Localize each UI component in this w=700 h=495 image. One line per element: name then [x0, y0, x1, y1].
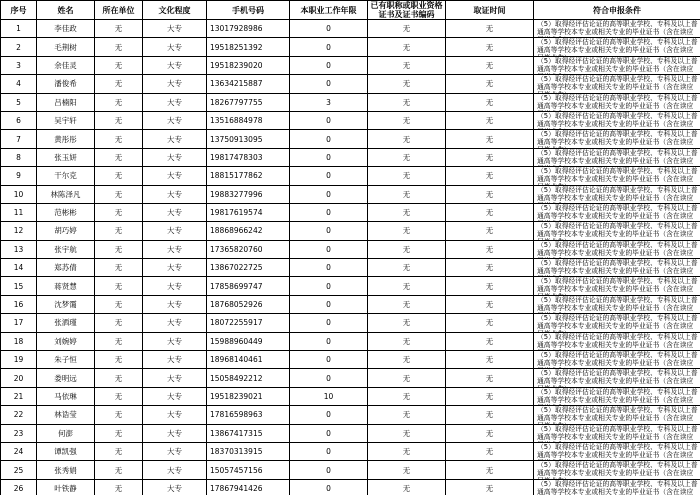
- cell-name: 范彬彬: [37, 203, 95, 221]
- cell-time: 无: [446, 295, 534, 313]
- cell-phone: 15988960449: [207, 332, 290, 350]
- cell-education: 大专: [143, 332, 207, 350]
- cell-condition: [534, 369, 700, 387]
- cell-name: 干尔克: [37, 167, 95, 185]
- table-row: [1, 332, 700, 350]
- cell-cert: 无: [368, 259, 446, 277]
- cell-index: 19: [1, 351, 37, 369]
- cell-time: 无: [446, 479, 534, 495]
- cell-cert: 无: [368, 314, 446, 332]
- condition-text: （5）取得经评估论证的高等职业学校、专科及以上普通高等学校本专业或相关专业的毕业证书（含在读应: [537, 314, 698, 331]
- cell-education: 大专: [143, 259, 207, 277]
- cell-years: 0: [290, 461, 368, 479]
- cell-phone: 17858699747: [207, 277, 290, 295]
- cell-phone: 18072255917: [207, 314, 290, 332]
- cell-name: 何澎: [37, 424, 95, 442]
- cell-index: 3: [1, 56, 37, 74]
- cell-time: 无: [446, 406, 534, 424]
- cell-condition: [534, 56, 700, 74]
- cell-education: 大专: [143, 461, 207, 479]
- cell-education: 大专: [143, 185, 207, 203]
- cell-index: 2: [1, 38, 37, 56]
- cell-years: 0: [290, 56, 368, 74]
- condition-text: （5）取得经评估论证的高等职业学校、专科及以上普通高等学校本专业或相关专业的毕业证书（含在读应: [537, 442, 698, 459]
- cell-time: 无: [446, 424, 534, 442]
- cell-phone: 15057457156: [207, 461, 290, 479]
- cell-education: 大专: [143, 351, 207, 369]
- cell-condition: [534, 314, 700, 332]
- table-row: [1, 75, 700, 93]
- cell-name: 沈梦霭: [37, 295, 95, 313]
- cell-employer: 无: [95, 387, 143, 405]
- cell-name: 马依琳: [37, 387, 95, 405]
- cell-employer: 无: [95, 461, 143, 479]
- condition-text: （5）取得经评估论证的高等职业学校、专科及以上普通高等学校本专业或相关专业的毕业证书（含在读应: [537, 295, 698, 312]
- table-row: [1, 259, 700, 277]
- cell-time: 无: [446, 387, 534, 405]
- cell-name: 谭凯强: [37, 442, 95, 460]
- cell-employer: 无: [95, 259, 143, 277]
- table-body: [1, 20, 700, 495]
- cell-time: 无: [446, 111, 534, 129]
- cell-index: 5: [1, 93, 37, 111]
- condition-text: （5）取得经评估论证的高等职业学校、专科及以上普通高等学校本专业或相关专业的毕业证书（含在读应: [537, 387, 698, 404]
- cell-cert: 无: [368, 148, 446, 166]
- header-employer: 所在单位: [95, 1, 143, 20]
- cell-condition: [534, 295, 700, 313]
- cell-cert: 无: [368, 461, 446, 479]
- cell-phone: 19518239021: [207, 387, 290, 405]
- condition-text: （5）取得经评估论证的高等职业学校、专科及以上普通高等学校本专业或相关专业的毕业证书（含在读应: [537, 461, 698, 478]
- condition-text: （5）取得经评估论证的高等职业学校、专科及以上普通高等学校本专业或相关专业的毕业证书（含在读应: [537, 259, 698, 276]
- cell-cert: 无: [368, 332, 446, 350]
- cell-phone: 17365820760: [207, 240, 290, 258]
- condition-text: （5）取得经评估论证的高等职业学校、专科及以上普通高等学校本专业或相关专业的毕业证书（含在读应: [537, 130, 698, 147]
- cell-education: 大专: [143, 295, 207, 313]
- condition-text: （5）取得经评估论证的高等职业学校、专科及以上普通高等学校本专业或相关专业的毕业证书（含在读应: [537, 351, 698, 368]
- cell-education: 大专: [143, 56, 207, 74]
- cell-phone: 19518239020: [207, 56, 290, 74]
- cell-index: 8: [1, 148, 37, 166]
- cell-education: 大专: [143, 424, 207, 442]
- cell-employer: 无: [95, 111, 143, 129]
- cell-phone: 19817478303: [207, 148, 290, 166]
- cell-employer: 无: [95, 240, 143, 258]
- cell-years: 0: [290, 38, 368, 56]
- cell-name: 刘婉婷: [37, 332, 95, 350]
- cell-name: 黄彤彤: [37, 130, 95, 148]
- cell-years: 0: [290, 222, 368, 240]
- cell-years: 3: [290, 93, 368, 111]
- cell-condition: [534, 442, 700, 460]
- condition-text: （5）取得经评估论证的高等职业学校、专科及以上普通高等学校本专业或相关专业的毕业证书（含在读应: [537, 332, 698, 349]
- cell-phone: 18370313915: [207, 442, 290, 460]
- cell-name: 张宇航: [37, 240, 95, 258]
- cell-index: 20: [1, 369, 37, 387]
- cell-phone: 13017928986: [207, 20, 290, 38]
- cell-condition: [534, 387, 700, 405]
- cell-time: 无: [446, 314, 534, 332]
- cell-education: 大专: [143, 442, 207, 460]
- cell-years: 0: [290, 424, 368, 442]
- cell-condition: [534, 38, 700, 56]
- cell-time: 无: [446, 148, 534, 166]
- cell-years: 0: [290, 75, 368, 93]
- cell-condition: [534, 240, 700, 258]
- cell-index: 7: [1, 130, 37, 148]
- cell-employer: 无: [95, 93, 143, 111]
- cell-cert: 无: [368, 167, 446, 185]
- cell-cert: 无: [368, 203, 446, 221]
- header-cert: 已有职称或职业资格证书及证书编码: [368, 1, 446, 20]
- cell-condition: [534, 461, 700, 479]
- condition-text: （5）取得经评估论证的高等职业学校、专科及以上普通高等学校本专业或相关专业的毕业证书（含在读应: [537, 479, 698, 495]
- cell-years: 0: [290, 479, 368, 495]
- cell-name: 叶铁静: [37, 479, 95, 495]
- cell-condition: [534, 203, 700, 221]
- cell-name: 朱子恒: [37, 351, 95, 369]
- cell-index: 16: [1, 295, 37, 313]
- table-row: [1, 111, 700, 129]
- cell-condition: [534, 277, 700, 295]
- cell-time: 无: [446, 20, 534, 38]
- cell-years: 0: [290, 20, 368, 38]
- cell-education: 大专: [143, 387, 207, 405]
- cell-name: 娄明远: [37, 369, 95, 387]
- cell-index: 24: [1, 442, 37, 460]
- cell-name: 张玉妍: [37, 148, 95, 166]
- cell-phone: 18768052926: [207, 295, 290, 313]
- cell-index: 11: [1, 203, 37, 221]
- cell-index: 23: [1, 424, 37, 442]
- cell-phone: 13634215887: [207, 75, 290, 93]
- cell-employer: 无: [95, 332, 143, 350]
- condition-text: （5）取得经评估论证的高等职业学校、专科及以上普通高等学校本专业或相关专业的毕业证书（含在读应: [537, 277, 698, 294]
- cell-time: 无: [446, 75, 534, 93]
- cell-phone: 19518251392: [207, 38, 290, 56]
- condition-text: （5）取得经评估论证的高等职业学校、专科及以上普通高等学校本专业或相关专业的毕业证书（含在读应: [537, 167, 698, 184]
- cell-index: 26: [1, 479, 37, 495]
- cell-time: 无: [446, 38, 534, 56]
- condition-text: （5）取得经评估论证的高等职业学校、专科及以上普通高等学校本专业或相关专业的毕业证书（含在读应: [537, 38, 698, 55]
- condition-text: （5）取得经评估论证的高等职业学校、专科及以上普通高等学校本专业或相关专业的毕业证书（含在读应: [537, 148, 698, 165]
- cell-education: 大专: [143, 222, 207, 240]
- table-row: [1, 479, 700, 495]
- cell-employer: 无: [95, 406, 143, 424]
- cell-years: 0: [290, 369, 368, 387]
- cell-condition: [534, 479, 700, 495]
- cell-name: 余佳灵: [37, 56, 95, 74]
- condition-text: （5）取得经评估论证的高等职业学校、专科及以上普通高等学校本专业或相关专业的毕业证书（含在读应: [537, 185, 698, 202]
- cell-years: 0: [290, 240, 368, 258]
- header-condition: 符合申报条件: [534, 1, 700, 20]
- header-phone: 手机号码: [207, 1, 290, 20]
- cell-education: 大专: [143, 38, 207, 56]
- cell-time: 无: [446, 240, 534, 258]
- cell-cert: 无: [368, 111, 446, 129]
- cell-name: 郑苏倩: [37, 259, 95, 277]
- cell-phone: 13867022725: [207, 259, 290, 277]
- cell-education: 大专: [143, 406, 207, 424]
- cell-index: 17: [1, 314, 37, 332]
- table-row: [1, 203, 700, 221]
- cell-condition: [534, 406, 700, 424]
- cell-years: 0: [290, 203, 368, 221]
- cell-name: 吴宇轩: [37, 111, 95, 129]
- cell-employer: 无: [95, 148, 143, 166]
- cell-employer: 无: [95, 38, 143, 56]
- cell-cert: 无: [368, 75, 446, 93]
- cell-education: 大专: [143, 20, 207, 38]
- condition-text: （5）取得经评估论证的高等职业学校、专科及以上普通高等学校本专业或相关专业的毕业证书（含在读应: [537, 406, 698, 423]
- cell-years: 0: [290, 259, 368, 277]
- table-row: [1, 222, 700, 240]
- cell-index: 18: [1, 332, 37, 350]
- cell-years: 0: [290, 111, 368, 129]
- cell-cert: 无: [368, 387, 446, 405]
- cell-employer: 无: [95, 424, 143, 442]
- cell-name: 张洒瑾: [37, 314, 95, 332]
- cell-time: 无: [446, 203, 534, 221]
- cell-years: 10: [290, 387, 368, 405]
- cell-employer: 无: [95, 130, 143, 148]
- cell-time: 无: [446, 130, 534, 148]
- cell-employer: 无: [95, 203, 143, 221]
- cell-employer: 无: [95, 277, 143, 295]
- cell-education: 大专: [143, 479, 207, 495]
- cell-phone: 18267797755: [207, 93, 290, 111]
- cell-years: 0: [290, 277, 368, 295]
- cell-cert: 无: [368, 38, 446, 56]
- cell-time: 无: [446, 351, 534, 369]
- cell-condition: [534, 424, 700, 442]
- header-years: 本职业工作年限: [290, 1, 368, 20]
- condition-text: （5）取得经评估论证的高等职业学校、专科及以上普通高等学校本专业或相关专业的毕业证书（含在读应: [537, 240, 698, 257]
- cell-years: 0: [290, 130, 368, 148]
- cell-phone: 19883277996: [207, 185, 290, 203]
- cell-employer: 无: [95, 20, 143, 38]
- cell-time: 无: [446, 277, 534, 295]
- cell-cert: 无: [368, 277, 446, 295]
- cell-condition: [534, 75, 700, 93]
- table-row: [1, 351, 700, 369]
- cell-condition: [534, 351, 700, 369]
- cell-name: 毛荆树: [37, 38, 95, 56]
- cell-cert: 无: [368, 130, 446, 148]
- condition-text: （5）取得经评估论证的高等职业学校、专科及以上普通高等学校本专业或相关专业的毕业证书（含在读应: [537, 20, 698, 36]
- cell-education: 大专: [143, 167, 207, 185]
- cell-education: 大专: [143, 203, 207, 221]
- cell-time: 无: [446, 93, 534, 111]
- cell-employer: 无: [95, 222, 143, 240]
- table-row: [1, 56, 700, 74]
- condition-text: （5）取得经评估论证的高等职业学校、专科及以上普通高等学校本专业或相关专业的毕业证书（含在读应: [537, 111, 698, 128]
- table-row: [1, 461, 700, 479]
- cell-employer: 无: [95, 56, 143, 74]
- cell-years: 0: [290, 442, 368, 460]
- cell-cert: 无: [368, 369, 446, 387]
- cell-time: 无: [446, 461, 534, 479]
- cell-index: 4: [1, 75, 37, 93]
- table-row: [1, 130, 700, 148]
- cell-employer: 无: [95, 167, 143, 185]
- cell-phone: 18968140461: [207, 351, 290, 369]
- table-row: [1, 442, 700, 460]
- cell-cert: 无: [368, 406, 446, 424]
- cell-education: 大专: [143, 130, 207, 148]
- table-row: [1, 240, 700, 258]
- cell-employer: 无: [95, 314, 143, 332]
- cell-condition: [534, 259, 700, 277]
- cell-index: 12: [1, 222, 37, 240]
- cell-index: 10: [1, 185, 37, 203]
- cell-condition: [534, 185, 700, 203]
- cell-years: 0: [290, 295, 368, 313]
- table-row: [1, 387, 700, 405]
- cell-phone: 15058492212: [207, 369, 290, 387]
- cell-condition: [534, 20, 700, 38]
- cell-name: 蒋贤慧: [37, 277, 95, 295]
- cell-time: 无: [446, 259, 534, 277]
- header-index: 序号: [1, 1, 37, 20]
- table-row: [1, 314, 700, 332]
- cell-employer: 无: [95, 369, 143, 387]
- table-row: [1, 424, 700, 442]
- cell-condition: [534, 130, 700, 148]
- cell-phone: 17816598963: [207, 406, 290, 424]
- condition-text: （5）取得经评估论证的高等职业学校、专科及以上普通高等学校本专业或相关专业的毕业证书（含在读应: [537, 56, 698, 73]
- cell-name: 李佳政: [37, 20, 95, 38]
- cell-cert: 无: [368, 424, 446, 442]
- cell-cert: 无: [368, 222, 446, 240]
- cell-years: 0: [290, 351, 368, 369]
- cell-index: 22: [1, 406, 37, 424]
- header-time: 取证时间: [446, 1, 534, 20]
- cell-cert: 无: [368, 240, 446, 258]
- cell-cert: 无: [368, 479, 446, 495]
- cell-phone: 18815177862: [207, 167, 290, 185]
- cell-name: 张秀娟: [37, 461, 95, 479]
- cell-time: 无: [446, 369, 534, 387]
- table-row: [1, 167, 700, 185]
- cell-years: 0: [290, 314, 368, 332]
- cell-cert: 无: [368, 93, 446, 111]
- cell-employer: 无: [95, 75, 143, 93]
- cell-education: 大专: [143, 369, 207, 387]
- cell-phone: 18868966242: [207, 222, 290, 240]
- cell-name: 吕楠阳: [37, 93, 95, 111]
- cell-phone: 13867417315: [207, 424, 290, 442]
- cell-employer: 无: [95, 295, 143, 313]
- condition-text: （5）取得经评估论证的高等职业学校、专科及以上普通高等学校本专业或相关专业的毕业证书（含在读应: [537, 222, 698, 239]
- cell-employer: 无: [95, 351, 143, 369]
- cell-condition: [534, 222, 700, 240]
- header-row: [1, 1, 700, 20]
- cell-education: 大专: [143, 314, 207, 332]
- cell-employer: 无: [95, 479, 143, 495]
- cell-time: 无: [446, 332, 534, 350]
- cell-years: 0: [290, 406, 368, 424]
- cell-education: 大专: [143, 240, 207, 258]
- cell-index: 6: [1, 111, 37, 129]
- table-row: [1, 148, 700, 166]
- table-row: [1, 369, 700, 387]
- condition-text: （5）取得经评估论证的高等职业学校、专科及以上普通高等学校本专业或相关专业的毕业证书（含在读应: [537, 93, 698, 110]
- condition-text: （5）取得经评估论证的高等职业学校、专科及以上普通高等学校本专业或相关专业的毕业证书（含在读应: [537, 203, 698, 220]
- cell-employer: 无: [95, 185, 143, 203]
- cell-index: 15: [1, 277, 37, 295]
- header-name: 姓名: [37, 1, 95, 20]
- cell-time: 无: [446, 222, 534, 240]
- table-row: [1, 277, 700, 295]
- condition-text: （5）取得经评估论证的高等职业学校、专科及以上普通高等学校本专业或相关专业的毕业证书（含在读应: [537, 75, 698, 92]
- table-row: [1, 93, 700, 111]
- cell-employer: 无: [95, 442, 143, 460]
- cell-index: 9: [1, 167, 37, 185]
- condition-text: （5）取得经评估论证的高等职业学校、专科及以上普通高等学校本专业或相关专业的毕业证书（含在读应: [537, 369, 698, 386]
- cell-time: 无: [446, 56, 534, 74]
- cell-time: 无: [446, 442, 534, 460]
- cell-cert: 无: [368, 442, 446, 460]
- cell-condition: [534, 148, 700, 166]
- cell-cert: 无: [368, 20, 446, 38]
- cell-time: 无: [446, 185, 534, 203]
- cell-phone: 13750913095: [207, 130, 290, 148]
- cell-index: 25: [1, 461, 37, 479]
- table-row: [1, 20, 700, 38]
- cell-condition: [534, 332, 700, 350]
- table-row: [1, 406, 700, 424]
- cell-years: 0: [290, 185, 368, 203]
- cell-years: 0: [290, 332, 368, 350]
- cell-condition: [534, 111, 700, 129]
- cell-name: 林诰莹: [37, 406, 95, 424]
- header-education: 文化程度: [143, 1, 207, 20]
- cell-years: 0: [290, 148, 368, 166]
- cell-cert: 无: [368, 185, 446, 203]
- cell-index: 13: [1, 240, 37, 258]
- condition-text: （5）取得经评估论证的高等职业学校、专科及以上普通高等学校本专业或相关专业的毕业证书（含在读应: [537, 424, 698, 441]
- cell-index: 21: [1, 387, 37, 405]
- cell-cert: 无: [368, 56, 446, 74]
- cell-education: 大专: [143, 75, 207, 93]
- table-row: [1, 185, 700, 203]
- cell-phone: 19817619574: [207, 203, 290, 221]
- cell-education: 大专: [143, 277, 207, 295]
- cell-name: 林陈泽凡: [37, 185, 95, 203]
- cell-education: 大专: [143, 93, 207, 111]
- cell-condition: [534, 93, 700, 111]
- cell-index: 14: [1, 259, 37, 277]
- cell-name: 潘俊希: [37, 75, 95, 93]
- cell-education: 大专: [143, 111, 207, 129]
- cell-time: 无: [446, 167, 534, 185]
- cell-cert: 无: [368, 351, 446, 369]
- cell-years: 0: [290, 167, 368, 185]
- table-row: [1, 295, 700, 313]
- table-row: [1, 38, 700, 56]
- cell-phone: 17867941426: [207, 479, 290, 495]
- cell-cert: 无: [368, 295, 446, 313]
- cell-condition: [534, 167, 700, 185]
- cell-name: 胡巧婷: [37, 222, 95, 240]
- cell-phone: 13516884978: [207, 111, 290, 129]
- cell-index: 1: [1, 20, 37, 38]
- cell-education: 大专: [143, 148, 207, 166]
